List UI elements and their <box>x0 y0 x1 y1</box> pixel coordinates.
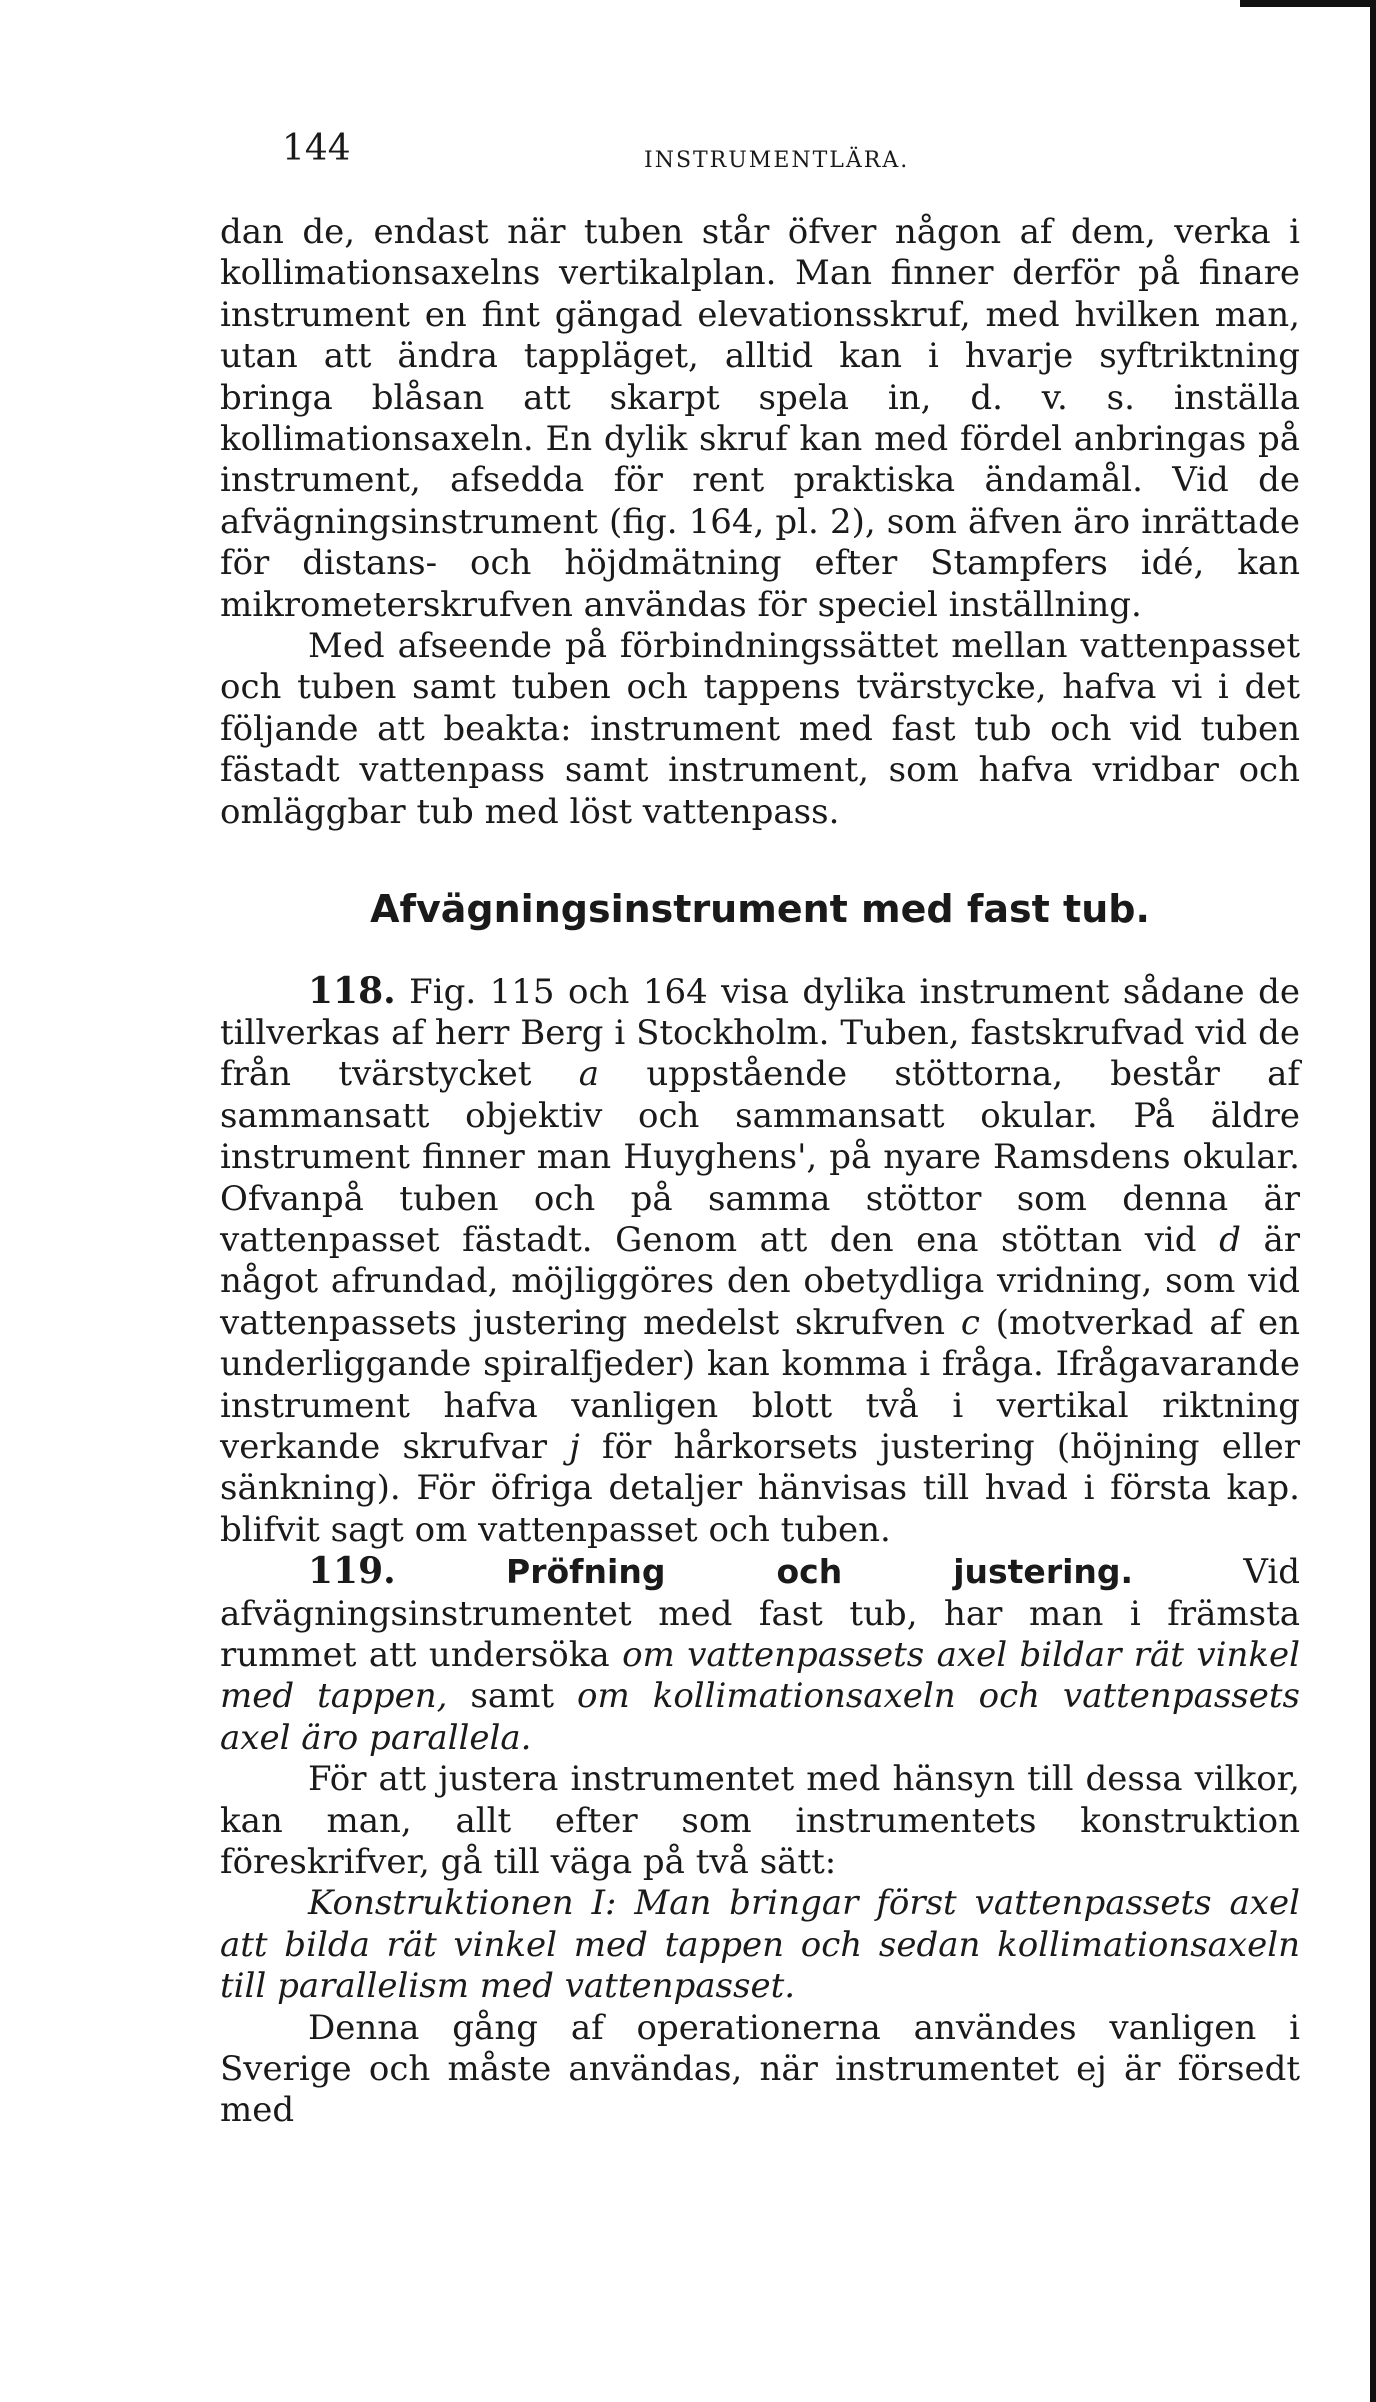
text-118-italic-c: c <box>960 1302 980 1343</box>
text-118-italic-a: a <box>578 1054 600 1095</box>
konstruktion-text: Man bringar först vattenpassets axel att bilda rät vinkel med tappen och sedan kollimationsaxeln till parallelism med vattenpasset. <box>220 1883 1300 2007</box>
text-119-italic-b: om kollimationsaxeln och vattenpassets axel äro parallela. <box>220 1676 1300 1758</box>
running-title: INSTRUMENTLÄRA. <box>644 148 910 173</box>
paragraph-forbindning: Med afseende på förbindningssättet mellan vattenpasset och tuben samt tuben och tappens tvärstycke, hafva vi i det följande att beakta: instrument med fast tub och vid tuben fästadt vattenpass samt instrument, som hafva vridbar och omläggbar tub med löst vattenpass. <box>220 626 1300 832</box>
konstruktion-label: Konstruktionen I: <box>308 1883 617 1924</box>
text-119-italic-a: om vattenpassets axel bildar rät vinkel med tappen, <box>220 1635 1300 1717</box>
text-118-italic-d: d <box>1219 1219 1241 1260</box>
paragraph-last: Denna gång af operationerna användes vanligen i Sverige och måste användas, när instrumentet ej är försedt med <box>220 2007 1300 2131</box>
scan-edge-top <box>1240 0 1376 7</box>
text-118-d: (motverkad af en underliggande spiralfjeder) kan komma i fråga. Ifrågavarande instrument hafva vanligen blott två i vertikal riktning verkande skrufvar <box>220 1302 1300 1467</box>
text-118-b: uppstående stöttorna, består af sammansatt objektiv och sammansatt okular. På äldre instrument finner man Huyghens', på nyare Ramsdens okular. Ofvanpå tuben och på samma stöttor som denna är vattenpasset fästadt. Genom att den ena stöttan vid <box>220 1054 1300 1260</box>
text-119-b: samt <box>447 1676 578 1717</box>
paragraph-konstruktion <box>220 1883 1300 2007</box>
body-text <box>220 212 1300 2132</box>
text-118-c: är något afrundad, möjliggöres den obetydliga vridning, som vid vattenpassets justering medelst skrufven <box>220 1219 1300 1343</box>
paragraph-119 <box>220 1551 1300 1759</box>
scan-edge-right <box>1370 0 1376 2402</box>
text-118-italic-j: j <box>569 1426 580 1467</box>
page-header <box>282 128 1302 188</box>
text-118-a: Fig. 115 och 164 visa dylika instrument sådane de tillverkas af herr Berg i Stockholm. Tuben, fastskrufvad vid de från tvärstycket <box>220 971 1300 1095</box>
section-number-119: 119. <box>308 1550 396 1593</box>
section-title-119: Pröfning och justering. <box>506 1552 1134 1592</box>
paragraph-118 <box>220 971 1300 1552</box>
section-number-118: 118. <box>308 969 396 1012</box>
paragraph-justera: För att justera instrumentet med hänsyn till dessa vilkor, kan man, allt efter som instrumentets konstruktion föreskrifver, gå till väga på två sätt: <box>220 1759 1300 1883</box>
text-119-a: Vid afvägningsinstrumentet med fast tub, har man i främsta rummet att undersöka <box>220 1552 1300 1675</box>
page-number: 144 <box>282 128 351 169</box>
paragraph-continued: dan de, endast när tuben står öfver någon af dem, verka i kollimationsaxelns vertikalplan. Man finner derför på finare instrument en fint gängad elevationsskruf, med hvilken man, utan att ändra tappläget, alltid kan i hvarje syftriktning bringa blåsan att skarpt spela in, d. v. s. inställa kollimationsaxeln. En dylik skruf kan med fördel anbringas på instrument, afsedda för rent praktiska ändamål. Vid de afvägningsinstrument (fig. 164, pl. 2), som äfven äro inrättade för distans- och höjdmätning efter Stampfers idé, kan mikrometerskrufven användas för speciel inställning. <box>220 212 1300 625</box>
section-heading: Afvägningsinstrument med fast tub. <box>370 887 1150 932</box>
text-118-e: för hårkorsets justering (höjning eller sänkning). För öfriga detaljer hänvisas till hvad i första kap. blifvit sagt om vattenpasset och tuben. <box>220 1426 1300 1550</box>
